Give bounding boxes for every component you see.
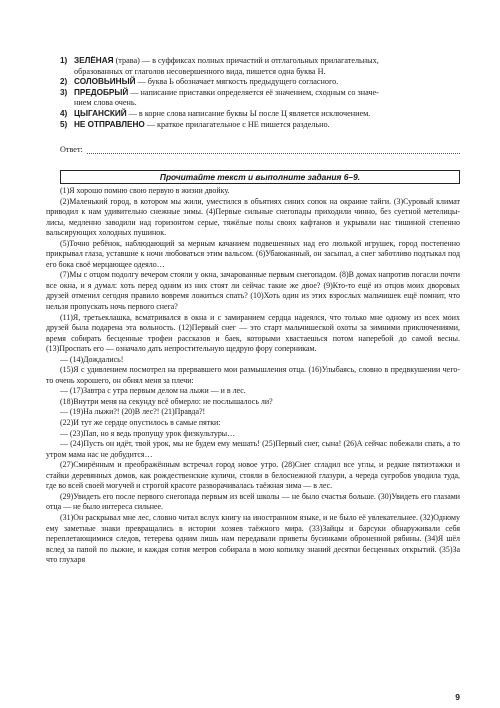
text-paragraph: (2)Маленький город, в котором мы жили, уместился в объятиях синих сопок на окраине тайги. (3)Суровый климат приводил к нам удивительно снежные зимы. (4)Первые сильные снегопады приходили чинно, без суетной метелицы-лисы, медленно заводили над горизонтом серые, тяжёлые полы своих кафтанов и укрывали нас тишиной степенно вальсирующих холодных пушинок. xyxy=(46,196,460,238)
option-4 xyxy=(60,109,460,120)
text-paragraph: (31)Он раскрывал мне лес, словно читал вслух книгу на иностранном языке, и не было её увлекательнее. (32)Одному ему заметные знаки превращались в истории хозяев таёжного мира. (33)Зайцы и барсуки обнаруживали себя переплетающимися следов, тетерева одним лишь нам передавали приветы бусинками оброненной рябины. (34)Я шёл вслед за папой по лыжне, и каждая сотня метров собирала в мою копилку знаний десятки бесценных открытий. (35)За что глухаря xyxy=(46,512,460,565)
answer-options-list xyxy=(60,56,460,130)
text-paragraph: — (23)Пап, но я ведь пропущу урок физкультуры… xyxy=(60,428,236,438)
text-paragraph: (29)Увидеть его после первого снегопада первым из всей школы — не было счастья больше. (30)Увидеть его глазами отца — не было интереса сильнее. xyxy=(46,491,460,512)
option-3 xyxy=(60,88,460,109)
option-explanation: — краткое прилагательное с НЕ пишется раздельно. xyxy=(144,119,330,129)
text-paragraph: — (19)На лыжи?! (20)В лес?! (21)Правда?! xyxy=(60,407,206,417)
text-paragraph: (18)Внутри меня на секунду всё обмерло: не послышалось ли? xyxy=(60,396,273,406)
option-explanation: — в корне слова написание буквы Ы после Ц является исключением. xyxy=(126,108,371,118)
option-2 xyxy=(60,77,460,88)
text-paragraph: (11)Я, третьеклашка, всматривался в окна и с замиранием сердца надеялся, что только мне одному из всех моих друзей была подарена эта вольность. (12)Первый снег — это старт мальчишеской охоты за зимними приключениями, время собирать бесценные трофеи рассказов и баек, которыми хвастаешься потом наперебой до самой весны. (13)Проспать его — означало дать непростительную щедрую фору соперникам. xyxy=(46,312,460,354)
answer-input-line[interactable] xyxy=(87,145,460,154)
text-paragraph: (7)Мы с отцом подолгу вечером стояли у окна, зачарованные первым снегопадом. (8)В домах напротив погасли почти все окна, и я думал: хоть перед одним из них стоят ли сейчас такие же двое? (9)Кто-то ещё из отцов моих дворовых друзей отменил сегодня правило вовремя ложиться спать? (10)Хоть один из этих взрослых мальчишек ещё помнит, что нельзя пропускать ночь первого снега? xyxy=(46,270,460,312)
answer-label: Ответ: xyxy=(60,145,83,154)
option-word: СОЛОВЬИНЫЙ xyxy=(74,77,136,87)
text-paragraph: (22)И тут же сердце опустилось в самые пятки: xyxy=(60,418,221,428)
text-paragraph: (15)Я с удивлением посмотрел на прервавшего мои размышления отца. (16)Улыбаясь, словно в предвкушении чего-то очень хорошего, он обнял меня за плечи: xyxy=(46,365,460,385)
option-word: ЦЫГАНСКИЙ xyxy=(74,108,127,118)
text-paragraph: — (14)Дождались! xyxy=(60,354,124,364)
option-word: ПРЕДОБРЫЙ xyxy=(74,87,129,97)
text-paragraph: (5)Точно ребёнок, наблюдающий за мерным качанием подвешенных над его люлькой игрушек, город постепенно прикрывал глаза, уставшие к ночи любоваться этим вальсом. (6)Убаюканный, он засыпал, а снег заботливо подтыкал под его бока своё мерцающее одеяло… xyxy=(46,238,460,269)
option-number: 2) xyxy=(60,77,68,87)
option-explanation-cont: нием слова очень. xyxy=(74,98,137,108)
option-5 xyxy=(60,120,460,131)
option-explanation: — написание приставки определяется её значением, сходным со значе- xyxy=(128,87,379,97)
text-paragraph: (27)Смирённым и преображённым встречал город новое утро. (28)Снег сгладил все углы, и редкие пятиэтажки и стайки деревянных домов, как рождественские куличи, стояли в белоснежной глазури, а череда сугробов уводила туда, где во всей своей могучей и строгой красоте разворачивалась таёжная зима — в лес. xyxy=(46,460,460,491)
answer-line xyxy=(60,145,460,154)
option-explanation-cont: образованных от глаголов несовершенного вида, пишется одна буква Н. xyxy=(74,66,326,76)
task-heading-box xyxy=(60,170,460,184)
option-word: НЕ ОТПРАВЛЕНО xyxy=(74,119,145,129)
text-paragraph: — (24)Пусть он идёт, твой урок, мы не будем ему мешать! (25)Первый снег, сына! (26)А сейчас побежали спать, а то утром мама нас не добудится… xyxy=(46,439,460,459)
task-heading: Прочитайте текст и выполните задания 6–9. xyxy=(159,172,361,182)
page-number: 9 xyxy=(455,692,460,702)
option-number: 3) xyxy=(60,87,68,97)
option-number: 4) xyxy=(60,108,68,118)
option-word: ЗЕЛЁНАЯ xyxy=(74,56,114,65)
option-explanation: — буква Ь обозначает мягкость предыдущего согласного. xyxy=(135,77,339,87)
reading-text xyxy=(46,186,460,566)
option-number: 1) xyxy=(60,56,68,65)
option-number: 5) xyxy=(60,119,68,129)
text-paragraph: (1)Я хорошо помню свою первую в жизни двойку. xyxy=(60,186,230,195)
option-explanation: (трава) — в суффиксах полных причастий и отглагольных прилагательных, xyxy=(113,56,379,65)
text-paragraph: — (17)Завтра с утра первым делом на лыжи — и в лес. xyxy=(60,386,246,396)
option-1 xyxy=(60,56,460,77)
